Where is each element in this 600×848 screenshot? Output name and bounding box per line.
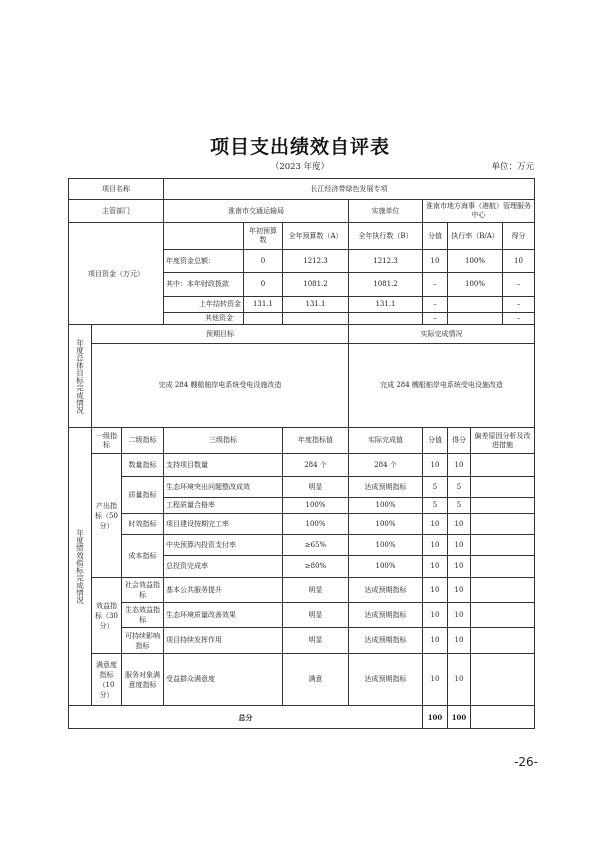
ind-header-actual: 实际完成值 [349, 428, 423, 454]
funds-row-rate [448, 313, 503, 325]
indicator-actual: 100% [349, 514, 423, 535]
ind-header-score: 得分 [448, 428, 471, 454]
funds-header-row [69, 223, 535, 250]
indicator-actual: 达成预期指标 [349, 654, 423, 706]
ind-header-weight: 分值 [423, 428, 448, 454]
indicator-name: 中央预算内投资支付率 [164, 535, 283, 556]
goals-actual: 完成 284 艘船舶岸电系统受电设施改造 [349, 344, 535, 428]
indicator-actual: 100% [349, 535, 423, 556]
indicator-actual: 达成预期指标 [349, 628, 423, 654]
indicator-name: 项目持续发挥作用 [164, 628, 283, 654]
level2-cost: 成本指标 [122, 535, 164, 578]
ind-header-deviation: 偏差原因分析及改进措施 [471, 428, 535, 454]
indicator-deviation [471, 603, 535, 628]
funds-row-score: – [503, 273, 535, 297]
page-title: 项目支出绩效自评表 [209, 136, 390, 158]
funds-row-initial [244, 313, 283, 325]
level2-social: 社会效益指标 [122, 578, 164, 603]
funds-row-executed: 1212.3 [349, 250, 423, 273]
indicator-deviation [471, 628, 535, 654]
funds-row-score: – [503, 313, 535, 325]
ind-header-target: 年度指标值 [283, 428, 349, 454]
level2-quality: 质量指标 [122, 477, 164, 514]
indicator-row [69, 578, 535, 603]
indicator-actual: 100% [349, 498, 423, 514]
indicator-score: 10 [448, 578, 471, 603]
level2-service-satisfaction: 服务对象满意度指标 [122, 654, 164, 706]
goals-content-row [69, 344, 535, 428]
indicator-weight: 10 [423, 556, 448, 578]
indicator-score: 10 [448, 654, 471, 706]
total-row [69, 706, 535, 729]
indicator-name: 项目建设按期完工率 [164, 514, 283, 535]
funds-row-annual: 131.1 [283, 297, 349, 313]
impl-value: 淮南市地方海事（港航）管理服务中心 [423, 200, 535, 223]
indicator-weight: 10 [423, 654, 448, 706]
indicator-deviation [471, 556, 535, 578]
page-number: -26- [514, 755, 538, 769]
indicator-row [69, 603, 535, 628]
funds-header-rate: 执行率（B/A） [448, 223, 503, 250]
goals-expected: 完成 284 艘船舶岸电系统受电设施改造 [92, 344, 349, 428]
indicator-name: 工程质量合格率 [164, 498, 283, 514]
indicator-deviation [471, 477, 535, 498]
indicator-name: 基本公共服务提升 [164, 578, 283, 603]
indicator-deviation [471, 514, 535, 535]
funds-row-score: – [503, 297, 535, 313]
funds-row-executed: 1081.2 [349, 273, 423, 297]
funds-header-executed: 全年执行数（B） [349, 223, 423, 250]
indicator-target: 明显 [283, 477, 349, 498]
indicator-weight: 10 [423, 454, 448, 477]
indicator-deviation [471, 578, 535, 603]
funds-row-initial: 0 [244, 273, 283, 297]
indicator-name: 支持项目数量 [164, 454, 283, 477]
indicator-weight: 10 [423, 628, 448, 654]
indicator-score: 5 [448, 498, 471, 514]
funds-header-annual: 全年预算数（A） [283, 223, 349, 250]
indicator-score: 10 [448, 556, 471, 578]
total-weight: 100 [423, 706, 448, 729]
indicator-target: 满意 [283, 654, 349, 706]
indicator-row [69, 514, 535, 535]
funds-row-weight: – [423, 273, 448, 297]
indicator-target: 明显 [283, 628, 349, 654]
indicator-target: 明显 [283, 603, 349, 628]
goals-label: 年度总体目标完成情况 [69, 325, 92, 428]
indicator-score: 10 [448, 514, 471, 535]
funds-row-rate [448, 297, 503, 313]
indicator-score: 10 [448, 628, 471, 654]
funds-header-initial: 年初预算数 [244, 223, 283, 250]
funds-header-blank [164, 223, 244, 250]
impl-label: 实施单位 [349, 200, 423, 223]
level1-output: 产出指标（50分） [92, 454, 122, 578]
indicator-score: 10 [448, 603, 471, 628]
unit-label: 单位：万元 [491, 162, 534, 172]
indicator-deviation [471, 535, 535, 556]
goals-actual-label: 实际完成情况 [349, 325, 535, 344]
self-evaluation-table [68, 178, 535, 729]
indicator-deviation [471, 454, 535, 477]
goals-header-row [69, 325, 535, 344]
indicator-row [69, 654, 535, 706]
dept-label: 主管部门 [69, 200, 164, 223]
funds-row-annual: 1212.3 [283, 250, 349, 273]
indicators-header-row [69, 428, 535, 454]
funds-row-weight: – [423, 313, 448, 325]
indicator-score: 10 [448, 454, 471, 477]
funds-row-executed: 131.1 [349, 297, 423, 313]
project-name-row [69, 179, 535, 200]
indicator-name: 生态环境突出问题整改成效 [164, 477, 283, 498]
ind-header-level2: 二级指标 [122, 428, 164, 454]
indicator-target: 明显 [283, 578, 349, 603]
indicator-deviation [471, 498, 535, 514]
indicator-row [69, 535, 535, 556]
funds-label: 项目资金（万元） [69, 223, 164, 325]
funds-row-name: 其他资金 [164, 313, 244, 325]
level1-satisfaction: 满意度指标（10分） [92, 654, 122, 706]
dept-value: 淮南市交通运输局 [164, 200, 349, 223]
funds-row-name: 年度资金总额： [164, 250, 244, 273]
indicators-label: 年度绩效指标完成情况 [69, 428, 92, 706]
indicator-deviation [471, 654, 535, 706]
level2-sustainable: 可持续影响指标 [122, 628, 164, 654]
funds-row-annual [283, 313, 349, 325]
indicator-actual: 达成预期指标 [349, 603, 423, 628]
indicator-target: 100% [283, 514, 349, 535]
funds-header-weight: 分值 [423, 223, 448, 250]
indicator-name: 生态环境质量改善效果 [164, 603, 283, 628]
total-deviation [471, 706, 535, 729]
level2-timeliness: 时效指标 [122, 514, 164, 535]
indicator-row [69, 454, 535, 477]
indicator-weight: 10 [423, 514, 448, 535]
indicator-target: ≥80% [283, 556, 349, 578]
indicator-weight: 10 [423, 603, 448, 628]
indicator-name: 受益群众满意度 [164, 654, 283, 706]
indicator-actual: 达成预期指标 [349, 578, 423, 603]
level2-quantity: 数量指标 [122, 454, 164, 477]
funds-row-score: 10 [503, 250, 535, 273]
indicator-weight: 5 [423, 498, 448, 514]
indicator-score: 10 [448, 535, 471, 556]
funds-row-initial: 0 [244, 250, 283, 273]
indicator-weight: 10 [423, 578, 448, 603]
goals-expected-label: 预期目标 [92, 325, 349, 344]
funds-row-rate: 100% [448, 250, 503, 273]
indicator-target: 100% [283, 498, 349, 514]
total-score: 100 [448, 706, 471, 729]
funds-row-executed [349, 313, 423, 325]
indicator-row [69, 628, 535, 654]
total-label: 总分 [69, 706, 423, 729]
indicator-weight: 5 [423, 477, 448, 498]
indicator-actual: 284 个 [349, 454, 423, 477]
funds-row-weight: 10 [423, 250, 448, 273]
level2-ecological: 生态效益指标 [122, 603, 164, 628]
funds-row-name: 其中：本年财政拨款 [164, 273, 244, 297]
funds-row-weight: – [423, 297, 448, 313]
level1-benefit: 效益指标（30分） [92, 578, 122, 654]
project-name-value: 长江经济带绿色发展专项 [164, 179, 535, 200]
indicator-score: 5 [448, 477, 471, 498]
indicator-target: ≥65% [283, 535, 349, 556]
ind-header-level1: 一级指标 [92, 428, 122, 454]
indicator-row [69, 477, 535, 498]
indicator-weight: 10 [423, 535, 448, 556]
funds-row-name: 上年结转资金 [164, 297, 244, 313]
funds-row-rate: 100% [448, 273, 503, 297]
indicator-name: 总投资完成率 [164, 556, 283, 578]
funds-row-initial: 131.1 [244, 297, 283, 313]
year-subtitle: （2023 年度） [270, 162, 330, 172]
indicator-actual: 100% [349, 556, 423, 578]
indicator-target: 284 个 [283, 454, 349, 477]
funds-row-annual: 1081.2 [283, 273, 349, 297]
ind-header-level3: 三级指标 [164, 428, 283, 454]
indicator-actual: 达成预期指标 [349, 477, 423, 498]
department-row [69, 200, 535, 223]
funds-header-score: 得分 [503, 223, 535, 250]
project-name-label: 项目名称 [69, 179, 164, 200]
